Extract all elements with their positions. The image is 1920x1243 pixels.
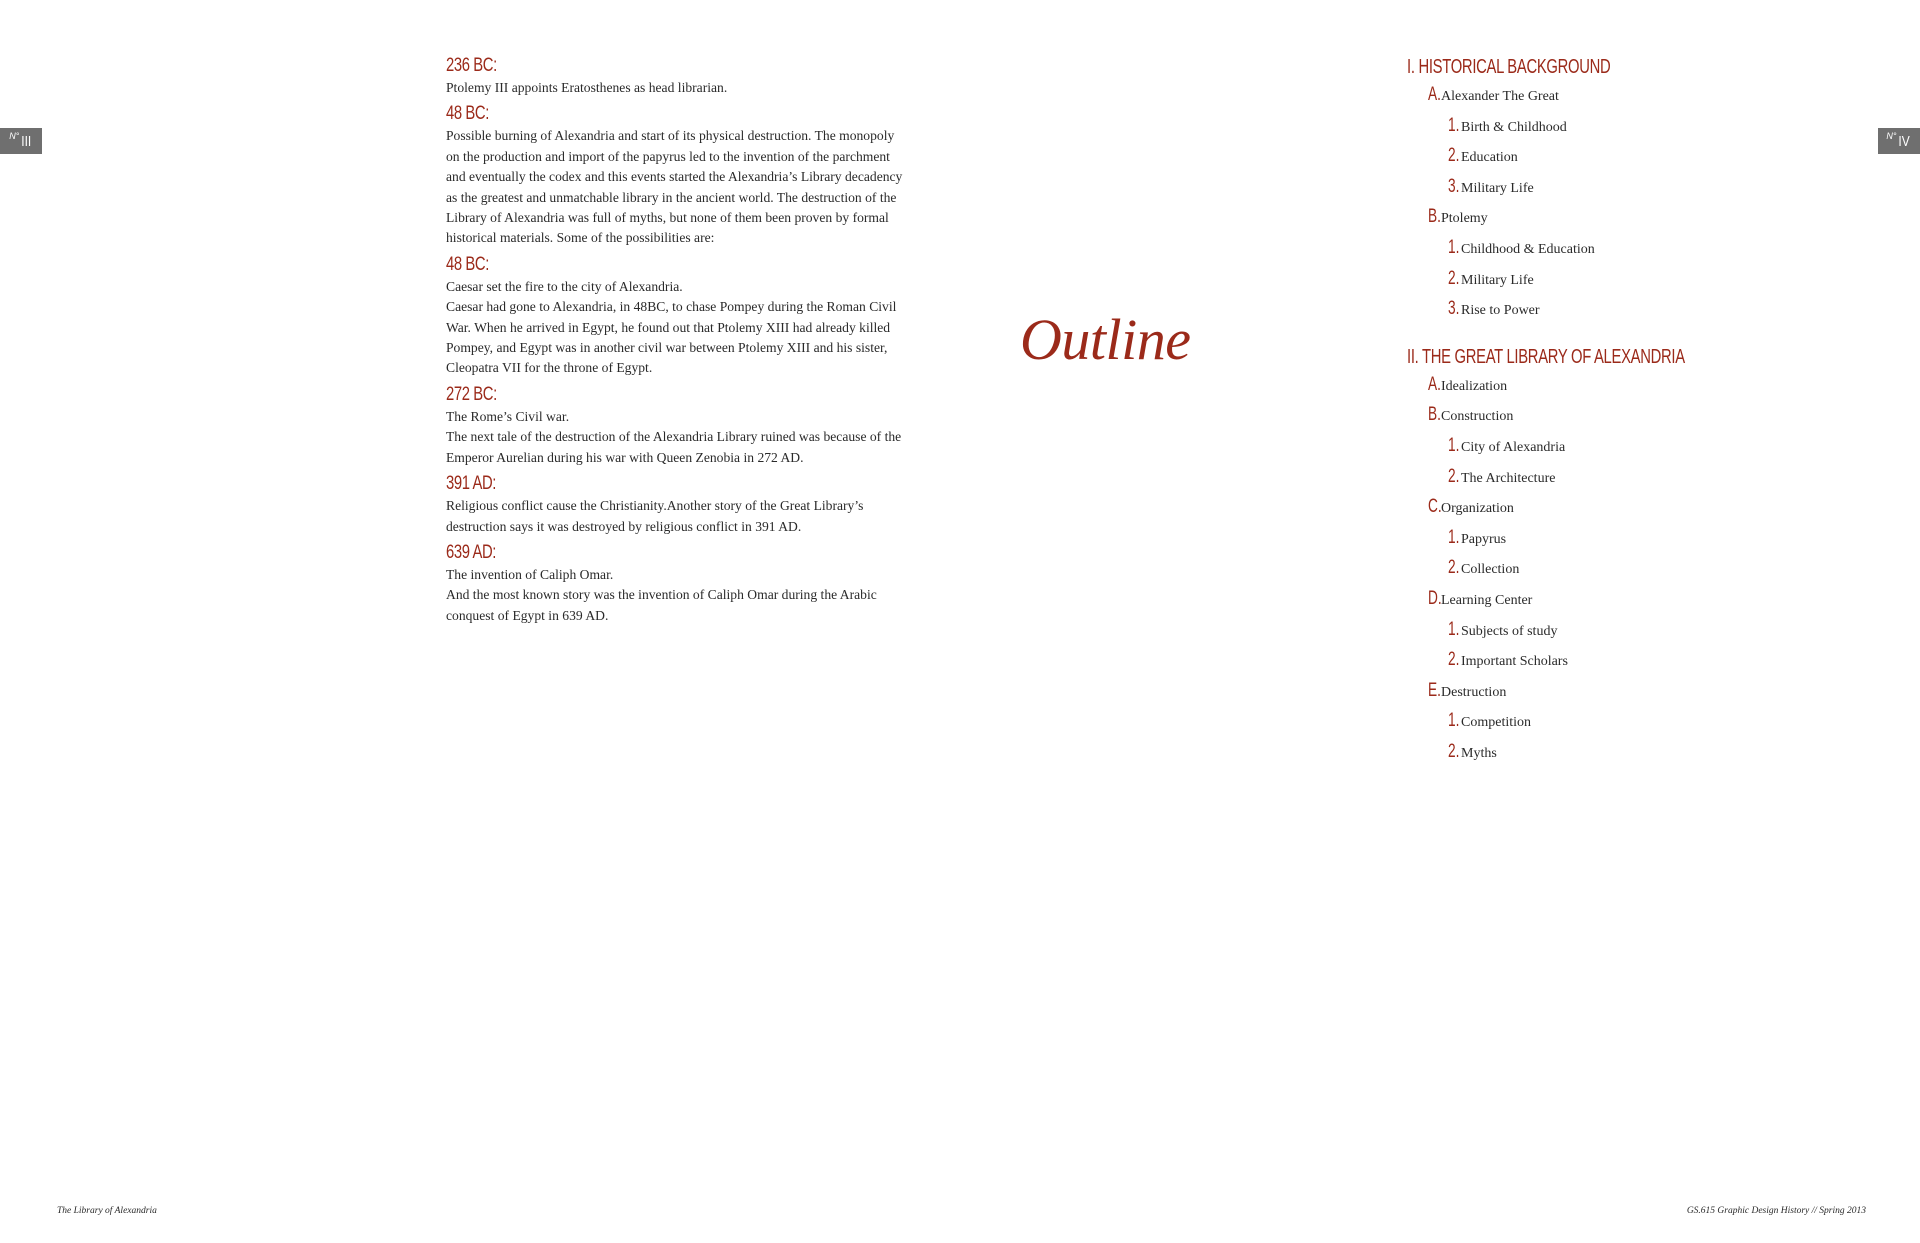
page-number: IV (1898, 132, 1911, 150)
outline-item-marker: C. (1428, 496, 1442, 518)
footer-course-info: GS.615 Graphic Design History // Spring 2013 (1686, 1206, 1866, 1216)
timeline-paragraph: The invention of Caliph Omar. (446, 566, 614, 582)
outline-subitem (1407, 523, 1867, 554)
footer-book-title: The Library of Alexandria (57, 1206, 157, 1216)
outline-subitem-label: Subjects of study (1461, 623, 1558, 639)
outline-subitem-label: Education (1461, 150, 1518, 166)
outline-subitem-marker: 1. (1448, 710, 1460, 732)
outline-subitem-marker: 1. (1448, 618, 1460, 640)
outline-item-label: Destruction (1441, 684, 1507, 700)
timeline-date: 48 BC: (446, 253, 489, 275)
outline-subitem-label: City of Alexandria (1461, 439, 1566, 455)
outline-subitem-label: Myths (1461, 745, 1497, 761)
timeline-paragraph: The Rome’s Civil war. (446, 408, 570, 424)
outline-item-marker: B. (1428, 206, 1441, 228)
outline-subitem-marker: 2. (1448, 145, 1460, 167)
outline-item (1407, 584, 1867, 615)
outline-list (1407, 54, 1867, 767)
outline-section-heading: II. THE GREAT LIBRARY OF ALEXANDRIA (1407, 345, 1685, 368)
outline-item-label: Ptolemy (1441, 211, 1488, 227)
outline-subitem-label: The Architecture (1461, 470, 1556, 486)
outline-item-label: Construction (1441, 409, 1514, 425)
timeline-paragraph: The next tale of the destruction of the Alexandria Library ruined was because of the Emperor Aurelian during his war with Queen Zenobia in 272 AD. (446, 429, 902, 465)
outline-subitem (1407, 615, 1867, 646)
outline-section-heading: I. HISTORICAL BACKGROUND (1407, 56, 1611, 78)
outline-subitem-marker: 3. (1448, 298, 1460, 320)
outline-subitem-label: Collection (1461, 562, 1520, 578)
page-number-tab-right (1878, 128, 1920, 154)
outline-subitem (1407, 737, 1867, 768)
outline-subitem-marker: 3. (1448, 175, 1460, 197)
timeline-entry (446, 102, 906, 248)
outline-subitem (1407, 294, 1867, 325)
outline-subitem-label: Military Life (1461, 272, 1534, 288)
outline-item-marker: D. (1428, 587, 1442, 609)
timeline-entry (446, 472, 906, 537)
outline-subitem-label: Childhood & Education (1461, 241, 1595, 257)
timeline-date: 639 AD: (446, 541, 497, 563)
outline-item (1407, 370, 1867, 401)
page-number-prefix: N° (1886, 131, 1897, 141)
page-number-prefix: N° (9, 131, 20, 141)
outline-subitem-label: Birth & Childhood (1461, 119, 1567, 135)
outline-title: Outline (1020, 307, 1191, 372)
outline-subitem-marker: 2. (1448, 465, 1460, 487)
outline-subitem-marker: 2. (1448, 557, 1460, 579)
outline-subitem (1407, 172, 1867, 203)
outline-item (1407, 400, 1867, 431)
outline-item-marker: A. (1428, 84, 1441, 105)
outline-item-marker: E. (1428, 679, 1441, 701)
outline-subitem-label: Competition (1461, 715, 1531, 731)
timeline-paragraph: Ptolemy III appoints Eratosthenes as head librarian. (446, 80, 728, 95)
outline-subitem (1407, 553, 1867, 584)
outline-subitem-label: Papyrus (1461, 531, 1507, 547)
outline-subitem-label: Military Life (1461, 180, 1534, 196)
timeline-entry (446, 54, 906, 98)
page-number: III (21, 132, 32, 150)
outline-item (1407, 202, 1867, 233)
outline-subitem (1407, 645, 1867, 676)
outline-subitem-marker: 2. (1448, 649, 1460, 671)
outline-item (1407, 492, 1867, 523)
outline-item-marker: B. (1428, 404, 1441, 426)
outline-item-label: Alexander The Great (1441, 89, 1559, 104)
timeline-paragraph: Caesar had gone to Alexandria, in 48BC, to chase Pompey during the Roman Civil War. When he arrived in Egypt, he found out that Ptolemy XIII had already killed Pompey, and Egypt was in another civil war between Ptolemy XIII and his sister, Cleopatra VII for the throne of Egypt. (446, 299, 897, 376)
outline-subitem (1407, 141, 1867, 172)
outline-subitem-marker: 2. (1448, 740, 1460, 762)
outline-item-label: Organization (1441, 501, 1514, 517)
outline-item (1407, 80, 1867, 111)
outline-subitem (1407, 233, 1867, 264)
timeline-paragraph: Possible burning of Alexandria and start of its physical destruction. The monopoly on the production and import of the papyrus led to the invention of the parchment and eventually the codex and this events started the Alexandria’s Library decadency as the greatest and unmatchable library in the ancient world. The destruction of the Library of Alexandria was full of myths, but none of them been proven by formal historical materials. Some of the possibilities are: (446, 128, 903, 246)
timeline-entry (446, 383, 906, 468)
outline-item-marker: A. (1428, 373, 1441, 395)
timeline-paragraph: Caesar set the fire to the city of Alexandria. (446, 278, 683, 294)
outline-subitem (1407, 462, 1867, 493)
timeline-date: 236 BC: (446, 55, 497, 76)
outline-subitem (1407, 111, 1867, 142)
outline-subitem-label: Rise to Power (1461, 303, 1540, 319)
outline-item (1407, 676, 1867, 707)
outline-subitem (1407, 264, 1867, 295)
outline-subitem-label: Important Scholars (1461, 654, 1568, 670)
timeline-section (446, 54, 906, 630)
timeline-entry (446, 541, 906, 626)
timeline-entry (446, 253, 906, 379)
timeline-paragraph: And the most known story was the invention of Caliph Omar during the Arabic conquest of Egypt in 639 AD. (446, 587, 877, 623)
outline-subitem (1407, 706, 1867, 737)
timeline-date: 391 AD: (446, 473, 497, 495)
outline-subitem-marker: 1. (1448, 434, 1460, 456)
outline-item-label: Learning Center (1441, 592, 1533, 608)
timeline-date: 48 BC: (446, 103, 489, 125)
outline-item-label: Idealization (1441, 378, 1508, 394)
outline-subitem-marker: 1. (1448, 236, 1460, 258)
timeline-date: 272 BC: (446, 383, 497, 405)
outline-subitem (1407, 431, 1867, 462)
outline-subitem-marker: 1. (1448, 526, 1460, 548)
outline-subitem-marker: 2. (1448, 267, 1460, 289)
page-number-tab-left (0, 128, 42, 154)
outline-subitem-marker: 1. (1448, 114, 1460, 136)
timeline-paragraph: Religious conflict cause the Christianity.Another story of the Great Library’s destruction says it was destroyed by religious conflict in 391 AD. (446, 498, 864, 534)
